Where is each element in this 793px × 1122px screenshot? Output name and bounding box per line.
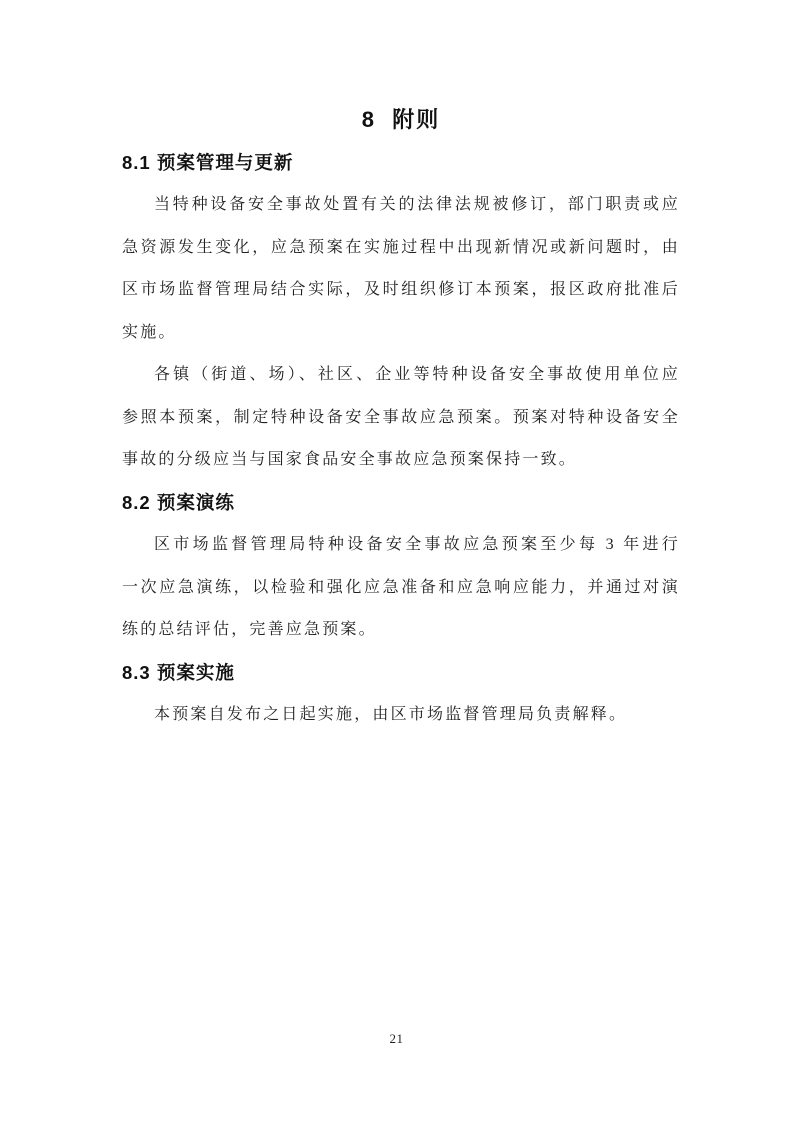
text-line: 急资源发生变化，应急预案在实施过程中出现新情况或新问题时，由 [122,238,680,256]
page-title: 8 附则 [361,107,441,132]
text-line: 区市场监督管理局特种设备安全事故应急预案至少每 3 年进行 [154,536,680,553]
section-heading-8-3: 8.3 预案实施 [122,661,235,683]
document-content [122,99,680,737]
text-line: 事故的分级应当与国家食品安全事故应急预案保持一致。 [122,451,578,468]
text-line: 参照本预案，制定特种设备安全事故应急预案。预案对特种设备安全 [122,408,680,426]
section-heading-8-1: 8.1 预案管理与更新 [122,151,294,173]
section-heading-8-2: 8.2 预案演练 [122,491,235,513]
text-line: 一次应急演练，以检验和强化应急准备和应急响应能力，并通过对演 [122,578,680,596]
paragraph [122,184,680,354]
text-line: 区市场监督管理局结合实际，及时组织修订本预案，报区政府批准后 [122,281,680,298]
text-line: 各镇（街道、场）、社区、企业等特种设备安全事故使用单位应 [154,366,680,383]
text-line: 本预案自发布之日起实施，由区市场监督管理局负责解释。 [154,706,628,723]
page-number: 21 [389,1031,404,1046]
text-line: 练的总结评估，完善应急预案。 [122,621,377,638]
text-line: 当特种设备安全事故处置有关的法律法规被修订，部门职责或应 [154,196,680,213]
text-line: 实施。 [122,323,177,341]
paragraph [122,354,680,482]
paragraph [122,524,680,652]
paragraph [122,694,680,737]
